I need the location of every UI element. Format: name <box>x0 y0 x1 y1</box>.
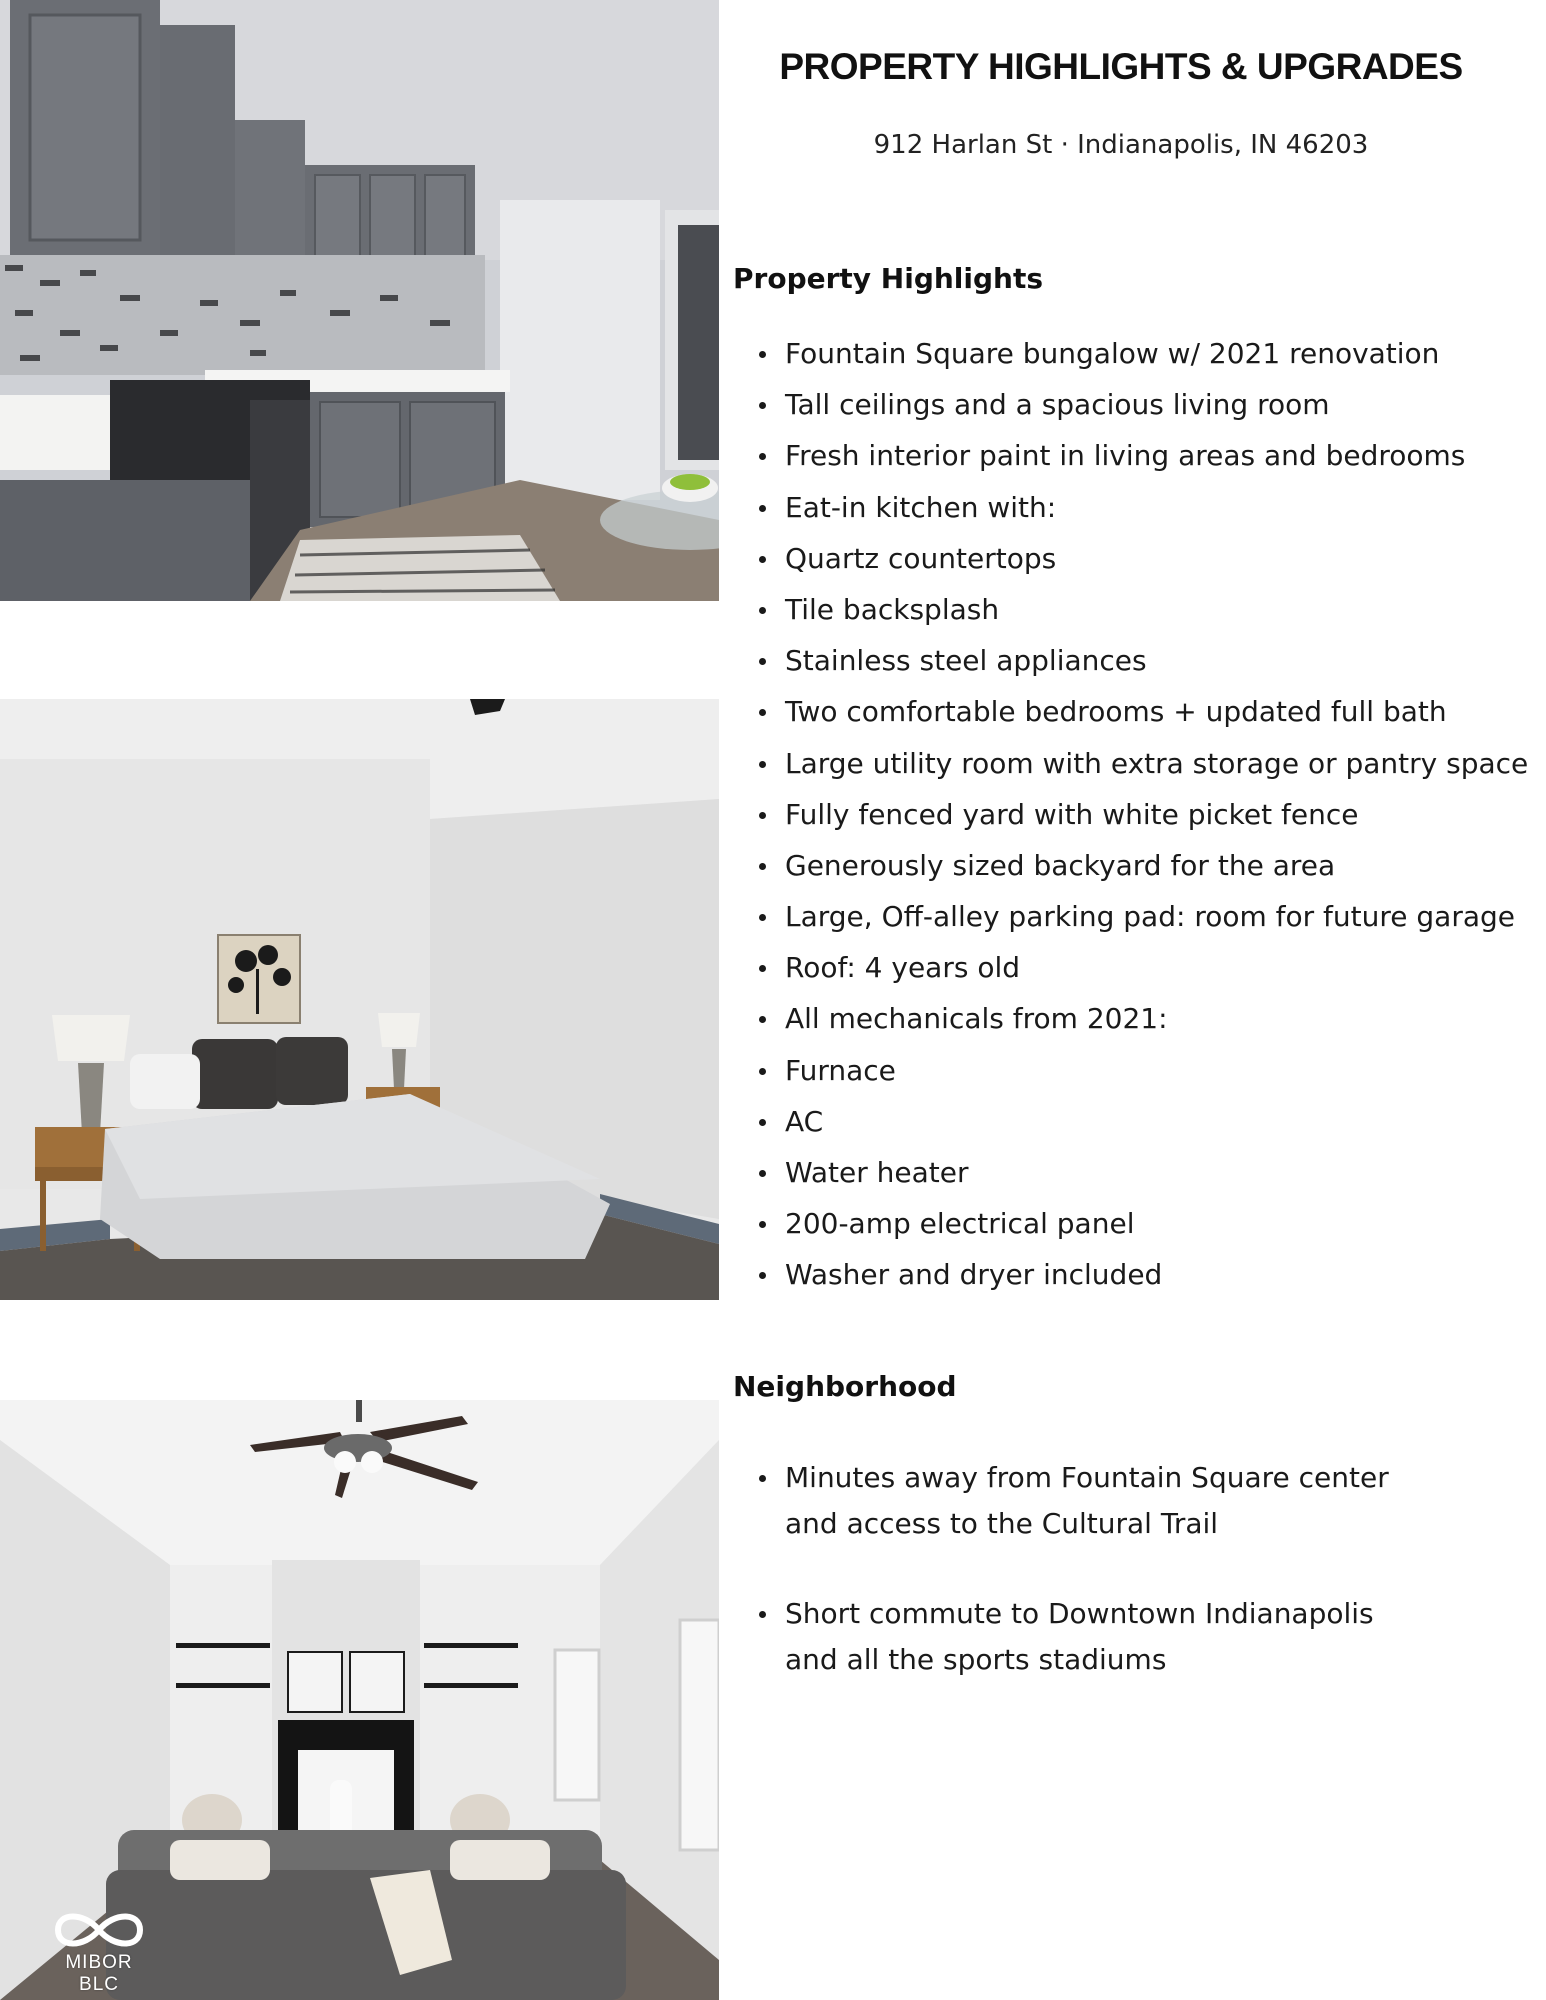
list-item: Large utility room with extra storage or pantry space <box>785 744 1545 795</box>
list-item: Water heater <box>785 1153 1545 1204</box>
list-item: Washer and dryer included <box>785 1255 1545 1306</box>
property-address: 912 Harlan St · Indianapolis, IN 46203 <box>873 130 1369 160</box>
logo-text: MIBOR BLC <box>65 1952 133 1995</box>
neighborhood-heading: Neighborhood <box>733 1370 957 1403</box>
list-item: Quartz countertops <box>785 539 1545 590</box>
list-item: Fully fenced yard with white picket fence <box>785 795 1545 846</box>
highlights-list <box>785 334 1545 1307</box>
neighborhood-list <box>785 1455 1505 1727</box>
mibor-logo <box>44 1908 154 1995</box>
list-item: Tile backsplash <box>785 590 1545 641</box>
list-item: 200-amp electrical panel <box>785 1204 1545 1255</box>
list-item: Two comfortable bedrooms + updated full bath <box>785 692 1545 743</box>
list-item: Eat-in kitchen with: <box>785 488 1545 539</box>
list-item: Fresh interior paint in living areas and bedrooms <box>785 436 1545 487</box>
list-item: Short commute to Downtown Indianapolis and all the sports stadiums <box>785 1591 1425 1683</box>
list-item: All mechanicals from 2021: <box>785 999 1545 1050</box>
list-item: Large, Off-alley parking pad: room for future garage <box>785 897 1545 948</box>
list-item: AC <box>785 1102 1545 1153</box>
infinity-logo-icon <box>44 1908 154 1952</box>
list-item: Stainless steel appliances <box>785 641 1545 692</box>
list-item: Tall ceilings and a spacious living room <box>785 385 1545 436</box>
list-item: Roof: 4 years old <box>785 948 1545 999</box>
highlights-heading: Property Highlights <box>733 262 1044 295</box>
list-item: Furnace <box>785 1051 1545 1102</box>
bedroom-photo <box>0 699 719 1300</box>
list-item: Minutes away from Fountain Square center and access to the Cultural Trail <box>785 1455 1425 1547</box>
list-item: Generously sized backyard for the area <box>785 846 1545 897</box>
list-item: Fountain Square bungalow w/ 2021 renovation <box>785 334 1545 385</box>
page-title: PROPERTY HIGHLIGHTS & UPGRADES <box>779 46 1463 87</box>
kitchen-photo <box>0 0 719 601</box>
